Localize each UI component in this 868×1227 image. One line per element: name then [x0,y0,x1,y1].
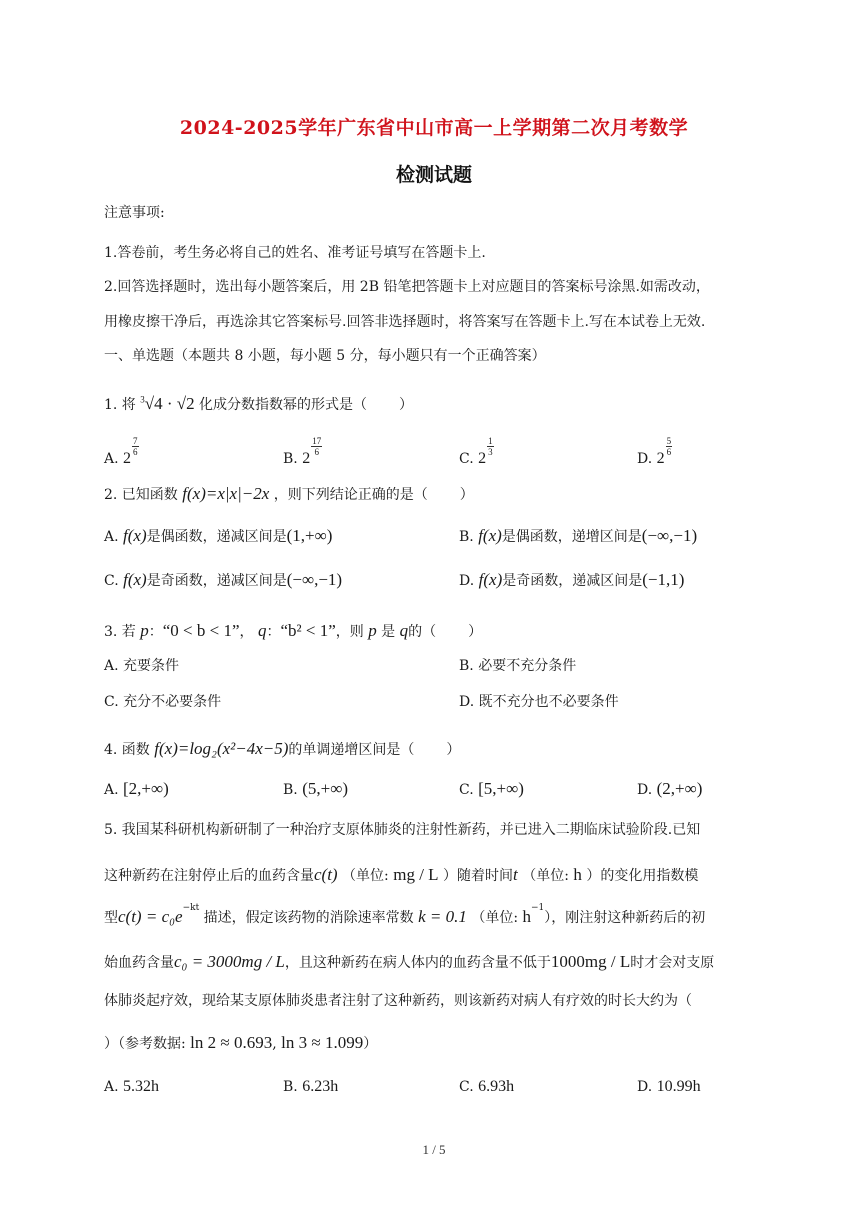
q5-line-2 [104,866,698,883]
q3-option-a[interactable] [104,659,179,673]
q5-line-1: 5. 我国某科研机构新研制了一种治疗支原体肺炎的注射性新药，并已进入二期临床试验阶段.已知 [104,822,701,838]
option-label: B. [283,782,298,798]
q5-line-4 [104,953,714,970]
option-text: 6.23h [302,1078,339,1095]
q4-close: ） [446,742,461,758]
q1-option-d-value: 2 $\frac{5}{6}$ [656,436,672,467]
q5-option-d[interactable] [637,1079,701,1095]
q5-unit: mg / L [393,865,439,884]
option-label: D. [637,451,653,467]
option-text: 是偶函数，递减区间是 [146,529,287,545]
option-label: D. [637,1079,653,1095]
q5-text: 型 [104,910,118,926]
option-text: 是奇函数，递减区间是 [502,573,643,589]
option-label: A. [104,658,119,674]
q-symbol: q [399,621,409,640]
q4-prefix: 4. 函数 [104,742,150,758]
q1-prefix: 1. 将 [104,397,136,413]
q5-hinv: h [522,907,532,926]
option-label: B. [459,658,474,674]
q5-model: c(t) = c₀e [118,907,183,926]
p-symbol: p [368,621,377,640]
q3-option-c[interactable] [104,695,221,709]
q4-option-d[interactable] [637,780,702,797]
q4-formula: f(x)=log₂(x²−4x−5) [154,739,289,758]
q2-option-b[interactable] [459,527,697,544]
option-label: C. [459,1079,474,1095]
q1-option-c-value: 2 $\frac{1}{3}$ [478,436,493,467]
q5-text: （单位: [342,868,389,884]
q4-suffix: 的单调递增区间是（ [288,742,415,758]
q1-option-a[interactable] [104,436,139,467]
option-label: D. [459,573,475,589]
q1-option-b[interactable] [283,436,322,467]
q3-option-d[interactable] [459,695,619,709]
q5-text: ），刚注射这种新药后的初 [544,910,706,926]
q5-text: （单位: [471,910,519,926]
option-label: C. [459,451,474,467]
q5-text: ） [363,1036,378,1052]
p-symbol: p [140,621,149,640]
option-label: A. [104,1079,119,1095]
q4-option-a[interactable] [104,780,169,797]
q2-formula: f(x)=x|x|−2x [182,484,270,503]
q5-text: 时才会对支原 [630,955,715,971]
fx-symbol: f(x) [123,526,147,545]
q5-text: ，且这种新药在病人体内的血药含量不低于 [284,955,551,971]
option-text: 5.32h [123,1078,160,1095]
q5-h: h [573,865,582,884]
q1-expression: $^3$√4 · √2 [140,394,195,413]
q3-q-condition: “b² < 1” [280,621,336,640]
option-label: A. [104,782,119,798]
question-2 [104,485,474,502]
q5-text: 描述，假定该药物的消除速率常数 [203,910,414,926]
q5-text: （单位: [522,868,569,884]
option-label: A. [104,529,119,545]
option-label: C. [459,782,474,798]
option-label: B. [459,529,474,545]
notice-item-1: 1.答卷前，考生务必将自己的姓名、准考证号填写在答题卡上. [104,245,486,261]
option-label: B. [283,451,298,467]
notice-item-2-line-2: 用橡皮擦干净后，再选涂其它答案标号.回答非选择题时，将答案写在答题卡上.写在本试卷上无效. [104,314,706,330]
q3-suffix: 的（ [408,624,437,640]
q5-hinv-exp: −1 [531,903,545,913]
option-label: C. [104,573,119,589]
q4-option-c[interactable] [459,780,524,797]
q3-prefix: 3. 若 [104,624,136,640]
option-interval: (2,+∞) [656,779,703,798]
q1-option-d[interactable] [637,436,672,467]
page-subtitle: 检测试题 [395,164,472,186]
option-text: 10.99h [656,1078,701,1095]
q4-option-b[interactable] [283,780,348,797]
option-text: 是偶函数，递增区间是 [501,529,642,545]
fx-symbol: f(x) [478,526,502,545]
option-text: 是奇函数，递减区间是 [146,573,287,589]
q1-option-c[interactable] [459,436,494,467]
option-text: 充分不必要条件 [123,694,222,710]
option-text: 必要不充分条件 [478,658,577,674]
q-symbol: q [257,621,267,640]
q2-option-c[interactable] [104,571,342,588]
q3-close: ） [468,624,483,640]
q1-suffix: 化成分数指数幂的形式是（ [199,397,368,413]
q2-option-a[interactable] [104,527,332,544]
q1-option-b-value: 2 $\frac{17}{6}$ [302,436,322,467]
option-label: D. [459,694,475,710]
option-text: 6.93h [478,1078,515,1095]
question-4 [104,740,460,757]
q5-line-6: ）（参考数据: ln 2 ≈ 0.693, ln 3 ≈ 1.099） [104,1033,378,1052]
option-interval: (1,+∞) [286,526,333,545]
q2-close: ） [459,487,474,503]
option-label: B. [283,1079,298,1095]
q2-prefix: 2. 已知函数 [104,487,178,503]
q3-option-b[interactable] [459,659,576,673]
q2-option-d[interactable] [459,571,684,588]
q5-t: t [513,865,518,884]
q5-ref-1: ln 2 ≈ 0.693 [190,1033,273,1052]
notice-heading: 注意事项: [104,205,165,221]
question-1 [104,395,413,412]
q1-option-a-value: 2 $\frac{7}{6}$ [123,436,138,467]
question-3: 3. 若 p：“0 < b < 1”， q：“b² < 1”，则 p 是 q的（ ） [104,621,483,640]
option-interval: (5,+∞) [302,779,348,798]
option-text: 充要条件 [123,658,180,674]
q5-option-b[interactable] [283,1079,338,1095]
option-interval: [2,+∞) [123,779,169,798]
option-interval: (−∞,−1) [286,570,343,589]
q5-model-exp: −kt [182,903,200,913]
q5-text: ）随着时间 [443,868,514,884]
section-heading: 一、单选题（本题共 8 小题，每小题 5 分，每小题只有一个正确答案） [104,348,546,364]
option-label: C. [104,694,119,710]
q3-mid: ，则 [335,624,364,640]
q5-text: ）的变化用指数模 [586,868,699,884]
q5-option-a[interactable] [104,1079,159,1095]
q5-k: k = 0.1 [418,907,467,926]
q5-c0: c₀ = 3000mg / L [174,952,285,971]
q5-line-3 [104,903,706,926]
option-interval: [5,+∞) [478,779,524,798]
option-interval: (−∞,−1) [641,526,698,545]
q5-ref-2: ln 3 ≈ 1.099 [281,1033,364,1052]
q5-option-c[interactable] [459,1079,514,1095]
page-title: 2024-2025学年广东省中山市高一上学期第二次月考数学 [179,117,689,139]
fx-symbol: f(x) [478,570,503,589]
q5-line-5: 体肺炎起疗效，现给某支原体肺炎患者注射了这种新药，则该新药对病人有疗效的时长大约为（ [104,993,692,1009]
q5-threshold: 1000mg / L [550,952,631,971]
q5-text: ）（参考数据: [104,1036,186,1052]
q5-ct: c(t) [314,865,338,884]
option-text: 既不充分也不必要条件 [478,694,619,710]
q2-suffix: ，则下列结论正确的是（ [273,487,428,503]
notice-item-2-line-1: 2.回答选择题时，选出每小题答案后，用 2B 铅笔把答题卡上对应题目的答案标号涂黑.如需改动， [104,279,710,295]
q3-p-condition: “0 < b < 1” [162,621,240,640]
option-label: D. [637,782,653,798]
option-interval: (−1,1) [642,570,685,589]
page-indicator: 1 / 5 [422,1142,446,1157]
option-label: A. [104,451,119,467]
q5-text: 始血药含量 [104,955,174,971]
fx-symbol: f(x) [123,570,147,589]
q1-close: ） [399,397,414,413]
q5-text: 这种新药在注射停止后的血药含量 [104,868,314,884]
